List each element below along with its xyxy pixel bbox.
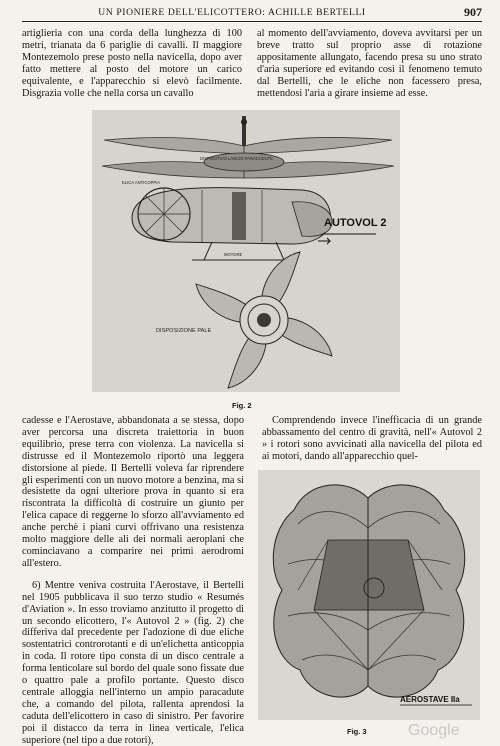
paragraph: al momento dell'avviamento, doveva avvitarsi per un breve tratto sul proprio asse di rotazione appositamente allungato, facendo presa su uno strato d'aria superiore ed evitando così il fenomeno temuto dal Bertelli, che le eliche non facessero presa, mettendosi l'aria a girare insieme ad esse. <box>257 28 482 99</box>
label-paracadute: DISPOSITIVO LANCIO PARACADUTE <box>200 156 273 161</box>
label-motore: MOTORE <box>224 252 243 257</box>
text-column-top-left <box>22 28 242 99</box>
autovol-2-drawing <box>92 110 400 392</box>
text-column-top-right <box>257 28 482 99</box>
figure-2-caption: Fig. 2 <box>232 401 252 410</box>
paragraph: 6) Mentre veniva costruita l'Aerostave, il Bertelli nel 1905 pubblicava il suo terzo studio « Resumés d'Aviation ». In esso troviamo anzitutto il progetto di un secondo elicottero, l'« Autovol 2 » (fig. 2) che differiva dal precedente per l'adozione di due eliche sostentatrici controrotanti e di un'elichetta anticoppia in coda. Il rotore tipo consta di un disco centrale a forma lenticolare sul bordo del quale sono fissate due o quattro pale a profilo portante. Questo disco centrale alloggia nell'interno un ampio paracadute che, a comando del pilota, rallenta aprendosi la caduta dell'elicottero in caso di sinistro. Per favorire poi il distacco da terra in linea verticale, l'elica superiore (nel tipo a due rotori), <box>22 579 244 746</box>
page-number: 907 <box>464 5 482 19</box>
text-column-bottom-left <box>22 415 244 746</box>
text-column-bottom-right <box>262 415 482 463</box>
figure-3-caption: Fig. 3 <box>347 727 367 736</box>
running-title: UN PIONIERE DELL'ELICOTTERO: ACHILLE BERTELLI <box>98 7 366 18</box>
aerostave-drawing <box>258 470 480 720</box>
label-aerostave: AEROSTAVE IIa <box>400 695 460 704</box>
label-title: AUTOVOL 2 <box>324 217 387 229</box>
paragraph: cadesse e l'Aerostave, abbandonata a se stessa, dopo aver percorsa una discreta traiettoria in buon equilibrio, prese terra con violenza. La navicella si distrusse ed il Montezemolo riportò una leggera distorsione al piede. Il Bertelli voleva far riprendere gli esperimenti con un nuovo motore a benzina, ma si desistette da ogni ulteriore prova in quanto si era riscontrata la difficoltà di costruire un giunto per l'elica capace di reggerne lo sforzo all'avviamento ed anche perchè i piani curvi offrivano una resistenza molto maggiore delle ali dei normali aeroplani che cominciavano a comparire nei primi aerodromi all'estero. <box>22 415 244 569</box>
running-header <box>22 6 482 22</box>
label-elica: ELICA ANTICOPPIA <box>122 180 161 185</box>
figure-3 <box>258 470 480 720</box>
google-watermark: Google <box>408 722 460 739</box>
figure-2 <box>92 110 400 392</box>
paragraph: artiglieria con una corda della lunghezza di 100 metri, trianata da 6 pariglie di cavalli. Il maggiore Montezemolo prese posto nella navicella, dopo aver fatto mettere al posto del motore un carico equivalente, e l'apparecchio si elevò facilmente. Disgrazia volle che nella corsa un cavallo <box>22 28 242 99</box>
label-pale: DISPOSIZIONE PALE <box>156 328 212 334</box>
paragraph: Comprendendo invece l'inefficacia di un grande abbassamento del centro di gravità, nell'« Autovol 2 » i rotori sono avvicinati alla navicella del pilota ed ai motori, dando all'apparecchio quel- <box>262 415 482 462</box>
